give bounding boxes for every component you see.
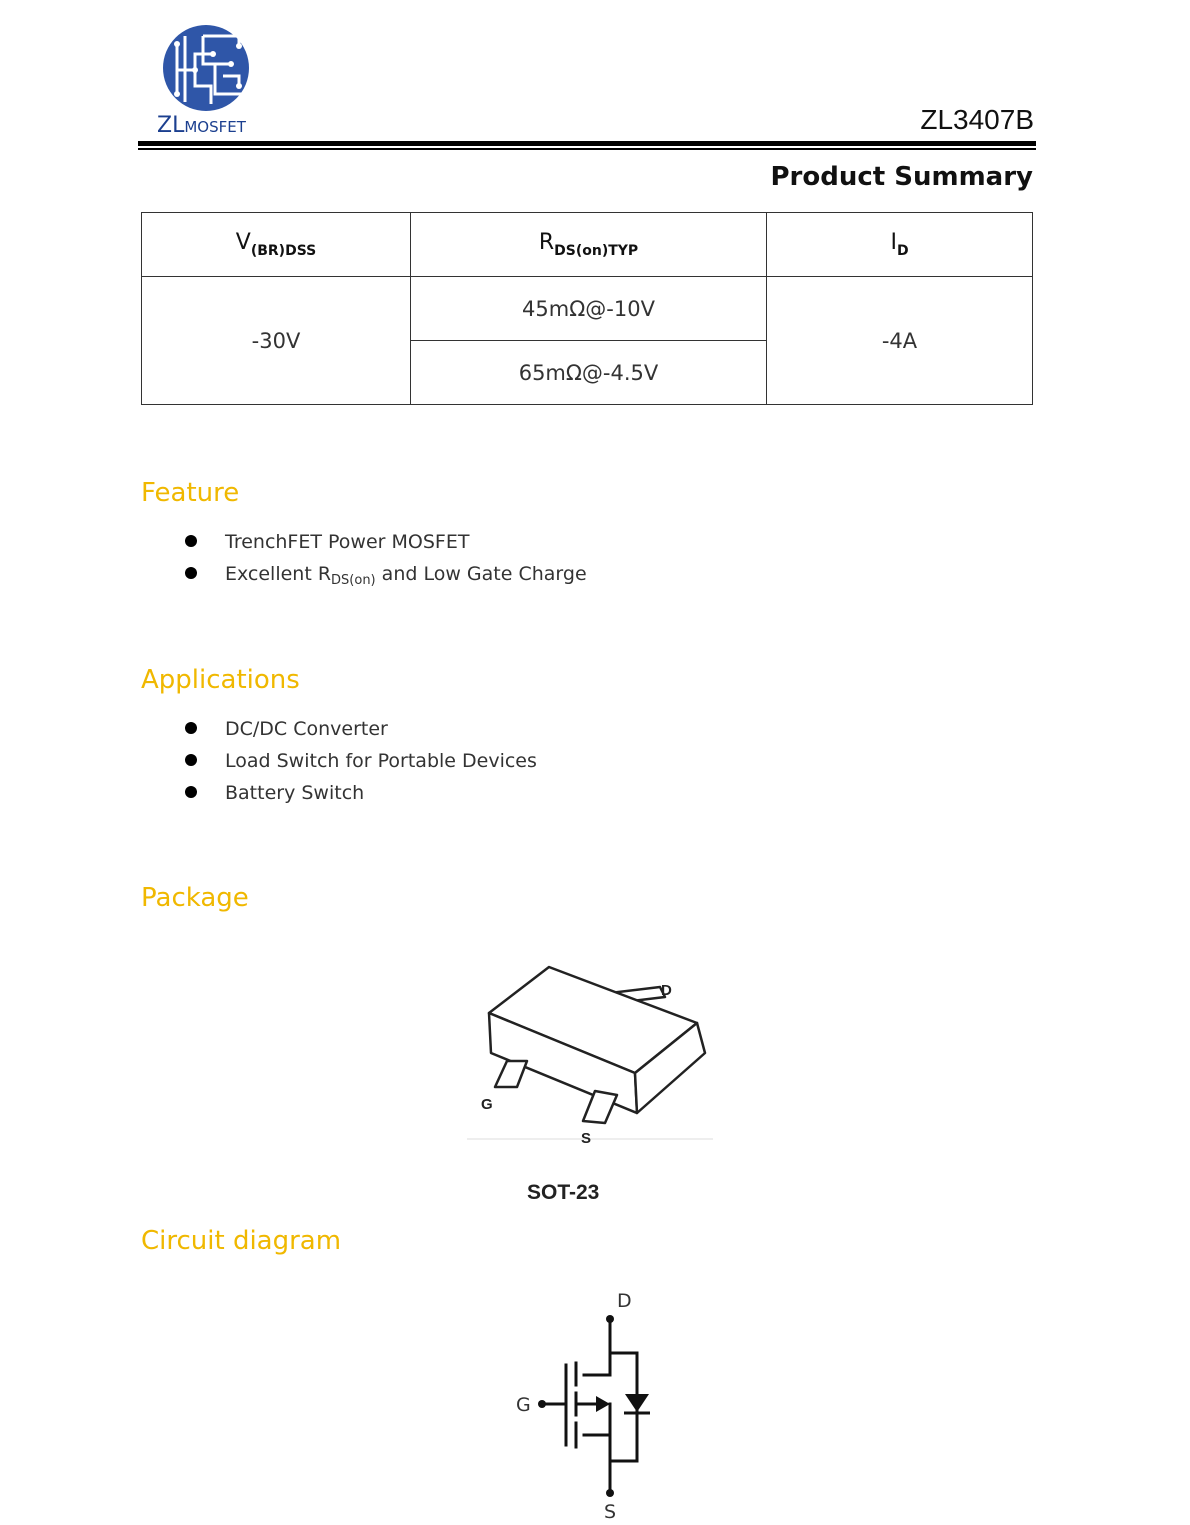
cell-rdson-4v5: 65mΩ@-4.5V: [411, 341, 767, 405]
header-rule-thick: [138, 141, 1036, 146]
cell-id: -4A: [767, 277, 1033, 405]
circuit-label-g: G: [516, 1394, 531, 1416]
applications-title: Applications: [141, 665, 300, 695]
feature-title: Feature: [141, 478, 240, 508]
circuit-title: Circuit diagram: [141, 1226, 342, 1256]
mosfet-circuit-symbol: [510, 1285, 670, 1520]
sot23-package-drawing: [465, 945, 715, 1145]
bullet-icon: [185, 722, 197, 734]
bullet-icon: [185, 567, 197, 579]
package-title: Package: [141, 883, 249, 913]
pin-label-g: G: [481, 1096, 493, 1113]
product-summary-table: [141, 212, 1033, 405]
header-id: $I_D$: [767, 213, 1033, 277]
cell-vbrdss: -30V: [142, 277, 411, 405]
feature-list: [183, 529, 587, 593]
pin-label-s: S: [581, 1130, 592, 1145]
pin-label-d: D: [661, 982, 672, 999]
logo-wordmark: ZLMOSFET: [157, 113, 246, 138]
header-rdson: $R_{DS(on)TYP}$: [411, 213, 767, 277]
header-vbrdss: $V_{(BR)DSS}$: [142, 213, 411, 277]
list-item: Battery Switch: [183, 780, 537, 812]
list-item: TrenchFET Power MOSFET: [183, 529, 587, 561]
list-item: Excellent $R_{DS(on)}$ and Low Gate Charge: [183, 561, 587, 593]
bullet-icon: [185, 786, 197, 798]
bullet-icon: [185, 754, 197, 766]
header-rule-thin: [138, 148, 1036, 150]
applications-list: [183, 716, 537, 812]
list-item: Load Switch for Portable Devices: [183, 748, 537, 780]
circuit-label-s: S: [604, 1501, 617, 1520]
part-number: ZL3407B: [920, 104, 1034, 135]
list-item: DC/DC Converter: [183, 716, 537, 748]
product-summary-title: Product Summary: [770, 162, 1033, 192]
bullet-icon: [185, 535, 197, 547]
cell-rdson-10v: 45mΩ@-10V: [411, 277, 767, 341]
package-label: SOT-23: [527, 1181, 600, 1204]
circuit-label-d: D: [617, 1290, 632, 1312]
